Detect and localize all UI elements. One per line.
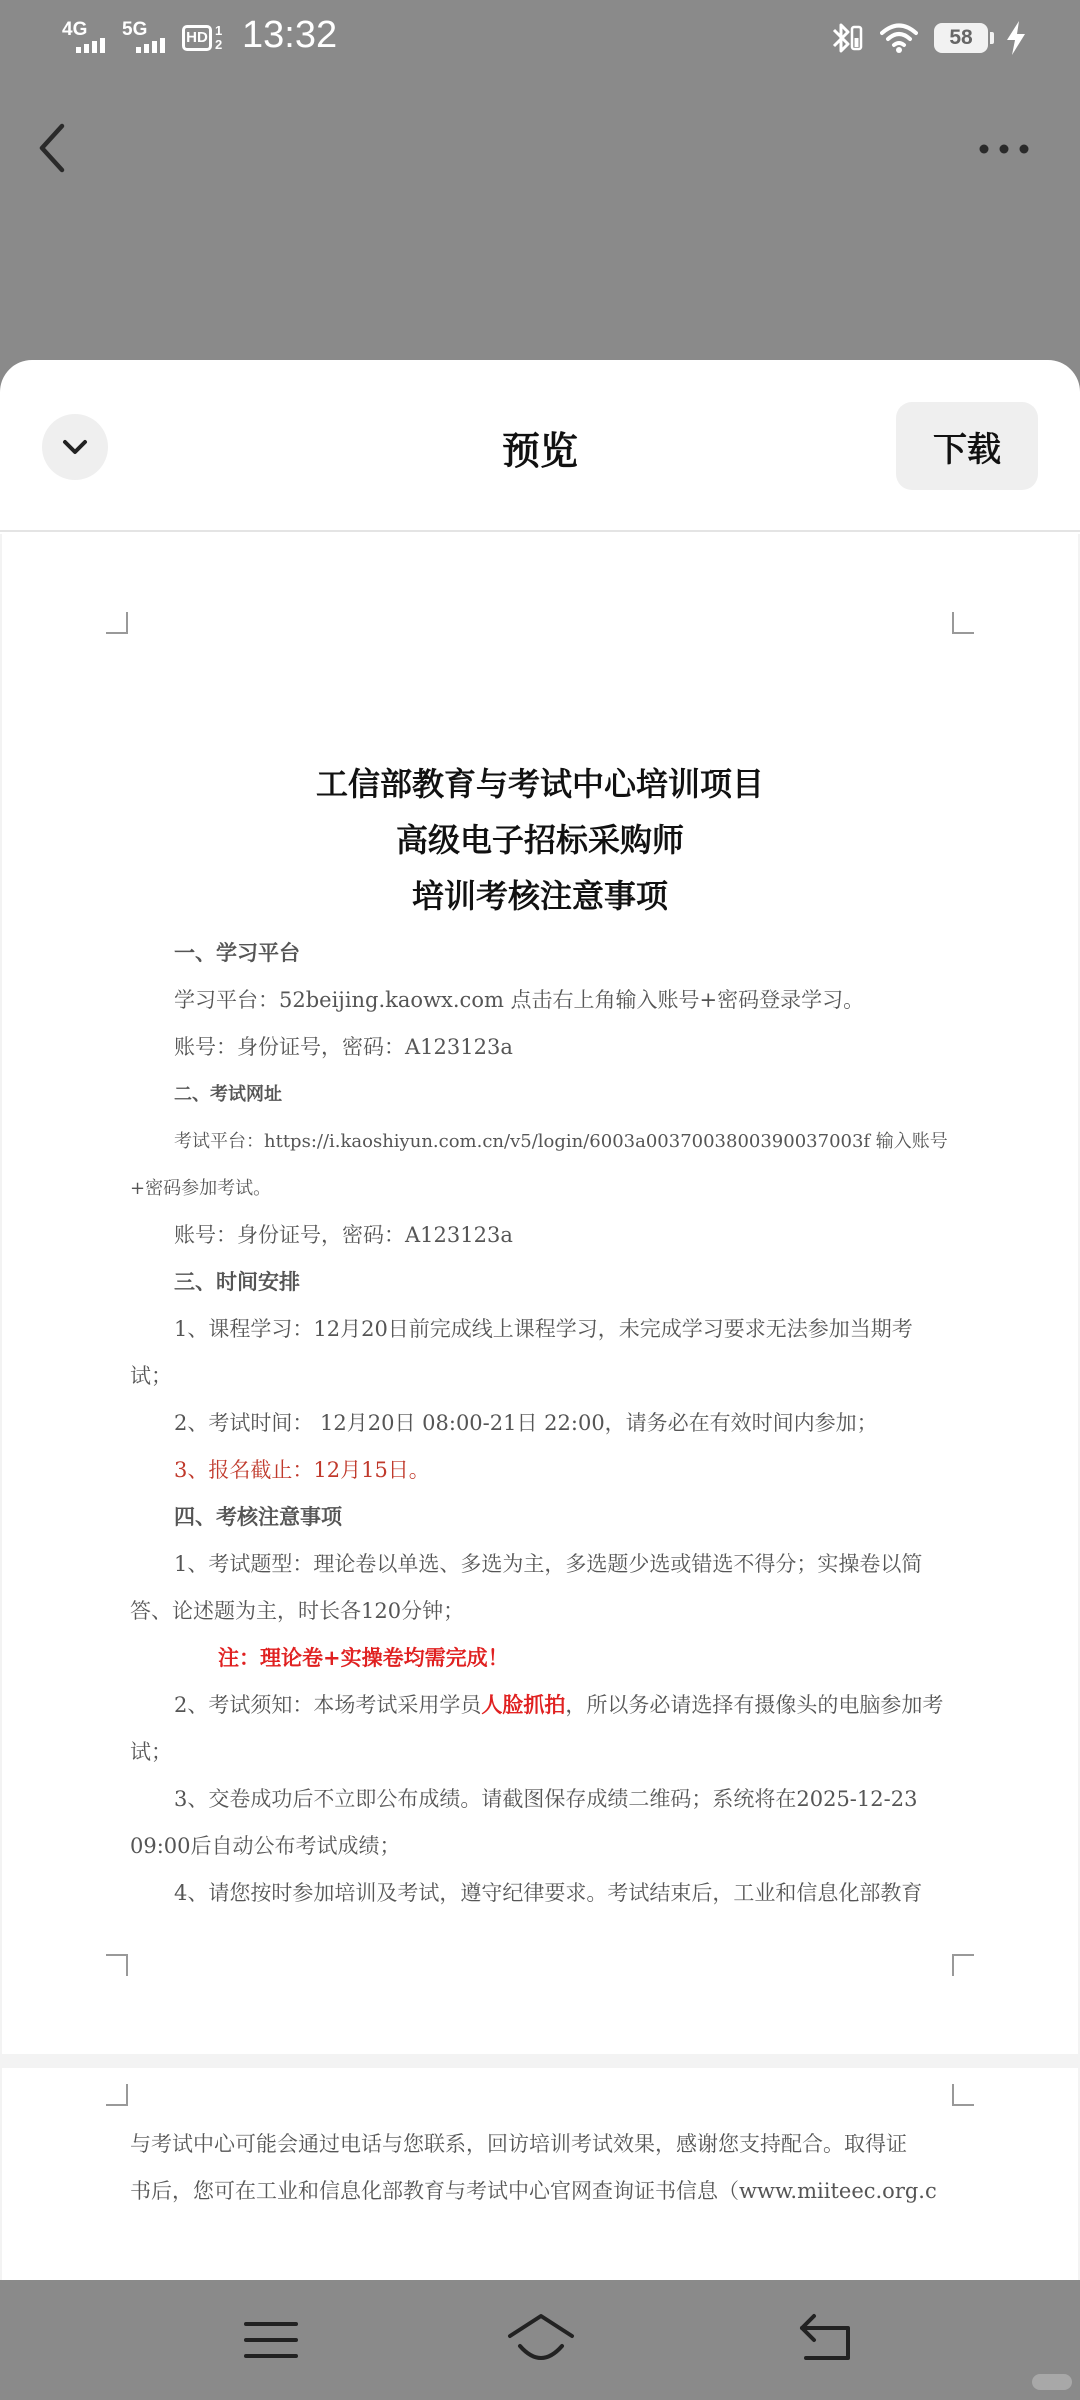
document-viewer[interactable] — [0, 534, 1080, 2280]
recent-apps-button[interactable] — [236, 2310, 306, 2370]
deadline-paragraph: 3、报名截止：12月15日。 — [174, 1458, 430, 1482]
document-title-line: 培训考核注意事项 — [411, 877, 668, 915]
home-button[interactable] — [506, 2310, 576, 2370]
page-corner-mark — [106, 1954, 128, 1976]
watermark-badge — [1032, 2374, 1072, 2390]
menu-icon — [236, 2310, 306, 2370]
document-title-line: 高级电子招标采购师 — [395, 821, 684, 859]
paragraph: 书后，您可在工业和信息化部教育与考试中心官网查询证书信息（www.miiteec.org.c — [130, 2179, 937, 2203]
document-title-line: 工信部教育与考试中心培训项目 — [315, 765, 764, 803]
paragraph: 4、请您按时参加培训及考试，遵守纪律要求。考试结束后，工业和信息化部教育 — [174, 1881, 923, 1905]
signal-4g-icon — [62, 16, 108, 56]
paragraph-text: ，所以务必请选择有摄像头的电脑参加考试； — [130, 1693, 944, 1764]
clock: 13:32 — [242, 14, 338, 56]
note-paragraph: 注：理论卷+实操卷均需完成！ — [218, 1646, 509, 1670]
section-heading: 二、考试网址 — [174, 1084, 282, 1105]
navigation-bar — [0, 2280, 1080, 2400]
paragraph: 1、考试题型：理论卷以单选、多选为主，多选题少选或错选不得分；实操卷以简答、论述题为主，时长各120分钟； — [130, 1552, 923, 1623]
document-body — [130, 930, 950, 1917]
download-button[interactable]: 下载 — [896, 402, 1038, 490]
section-heading: 四、考核注意事项 — [174, 1505, 342, 1529]
paragraph: 账号：身份证号，密码：A123123a — [174, 1035, 513, 1059]
signal-5g-icon — [122, 16, 168, 56]
document-body — [130, 2121, 950, 2215]
document-page-2 — [2, 2068, 1078, 2280]
paragraph: 考试平台：https://i.kaoshiyun.com.cn/v5/login/6003a0037003800390037003f 输入账号+密码参加考试。 — [130, 1131, 948, 1199]
paragraph: 1、课程学习：12月20日前完成线上课程学习，未完成学习要求无法参加当期考试； — [130, 1317, 913, 1388]
page-corner-mark — [106, 612, 128, 634]
paragraph: 学习平台：52beijing.kaowx.com 点击右上角输入账号+密码登录学习。 — [174, 988, 865, 1012]
paragraph-text: 2、考试须知：本场考试采用学员 — [174, 1693, 482, 1717]
paragraph: 3、交卷成功后不立即公布成绩。请截图保存成绩二维码；系统将在2025-12-23 09:00后自动公布考试成绩； — [130, 1787, 918, 1858]
page-corner-mark — [952, 2084, 974, 2106]
paragraph: 2、考试时间： 12月20日 08:00-21日 22:00，请务必在有效时间内参加； — [174, 1411, 878, 1435]
section-heading: 三、时间安排 — [174, 1270, 300, 1294]
battery-level: 58 — [949, 26, 973, 49]
hd-voice-icon — [182, 16, 226, 56]
return-icon — [792, 2310, 862, 2370]
paragraph: 账号：身份证号，密码：A123123a — [174, 1223, 513, 1247]
page-corner-mark — [952, 612, 974, 634]
page-corner-mark — [106, 2084, 128, 2106]
document-page-1 — [2, 534, 1078, 2054]
back-button[interactable] — [32, 118, 76, 178]
more-dots-icon — [976, 132, 1032, 166]
hd-sub-label: 1 2 — [215, 22, 223, 52]
wifi-icon — [880, 22, 918, 54]
hd-label: HD — [182, 25, 212, 51]
highlight-text: 人脸抓拍 — [481, 1693, 566, 1717]
bluetooth-battery-icon — [830, 18, 864, 58]
paragraph: 与考试中心可能会通过电话与您联系，回访培训考试效果，感谢您支持配合。取得证 — [130, 2132, 907, 2156]
status-bar — [0, 0, 1080, 80]
more-options-button[interactable] — [976, 132, 1032, 166]
back-nav-button[interactable] — [792, 2310, 862, 2370]
paragraph — [130, 1682, 950, 1776]
page-corner-mark — [952, 1954, 974, 1976]
sheet-header — [0, 360, 1080, 532]
signal-4g-label: 4G — [62, 18, 88, 40]
sheet-title: 预览 — [501, 429, 578, 473]
section-heading: 一、学习平台 — [174, 941, 300, 965]
signal-5g-label: 5G — [122, 18, 148, 40]
charging-icon — [1004, 20, 1028, 56]
home-icon — [506, 2310, 576, 2370]
battery-icon — [934, 23, 988, 53]
preview-sheet — [0, 360, 1080, 2280]
chevron-left-icon — [32, 118, 76, 178]
document-title-block — [130, 756, 950, 924]
